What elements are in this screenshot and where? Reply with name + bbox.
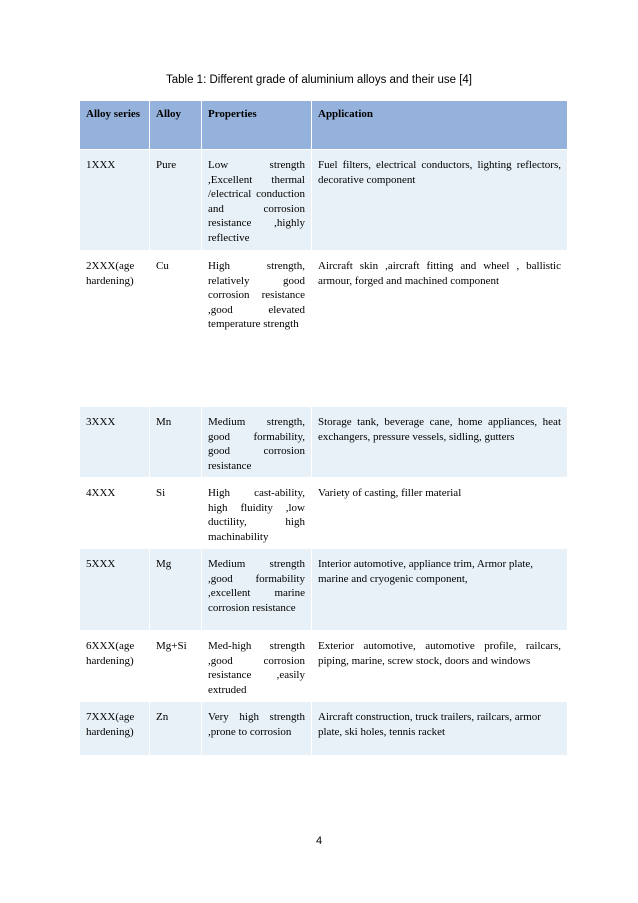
- cell-alloy: Mg+Si: [150, 631, 202, 702]
- header-alloy-series: Alloy series: [80, 101, 150, 150]
- cell-properties: Low strength ,Excellent thermal /electrical conduction and corrosion resistance ,highly reflective: [202, 150, 312, 251]
- cell-alloy: Zn: [150, 702, 202, 756]
- cell-alloy: Pure: [150, 150, 202, 251]
- header-properties: Properties: [202, 101, 312, 150]
- table-row: [80, 251, 568, 407]
- table-row: [80, 549, 568, 631]
- cell-application: Storage tank, beverage cane, home appliances, heat exchangers, pressure vessels, sidling, gutters: [312, 407, 568, 478]
- cell-series: 4XXX: [80, 478, 150, 549]
- page-number: 4: [315, 835, 323, 847]
- table-row: [80, 631, 568, 702]
- cell-series: 7XXX(age hardening): [80, 702, 150, 756]
- cell-application: Variety of casting, filler material: [312, 478, 568, 549]
- cell-alloy: Si: [150, 478, 202, 549]
- cell-application: Exterior automotive, automotive profile, railcars, piping, marine, screw stock, doors and windows: [312, 631, 568, 702]
- cell-properties: High cast-ability, high fluidity ,low ductility, high machinability: [202, 478, 312, 549]
- cell-properties: Very high strength ,prone to corrosion: [202, 702, 312, 756]
- table-row: [80, 407, 568, 478]
- cell-properties: Medium strength ,good formability ,excellent marine corrosion resistance: [202, 549, 312, 631]
- cell-properties: High strength, relatively good corrosion resistance ,good elevated temperature strength: [202, 251, 312, 407]
- cell-series: 6XXX(age hardening): [80, 631, 150, 702]
- cell-properties: Med-high strength ,good corrosion resistance ,easily extruded: [202, 631, 312, 702]
- cell-series: 3XXX: [80, 407, 150, 478]
- table-row: [80, 150, 568, 251]
- cell-series: 5XXX: [80, 549, 150, 631]
- cell-application: Fuel filters, electrical conductors, lighting reflectors, decorative component: [312, 150, 568, 251]
- cell-alloy: Cu: [150, 251, 202, 407]
- header-alloy: Alloy: [150, 101, 202, 150]
- table-caption: Table 1: Different grade of aluminium alloys and their use [4]: [166, 74, 472, 86]
- table-row: [80, 702, 568, 756]
- cell-alloy: Mg: [150, 549, 202, 631]
- table-header-row: [80, 101, 568, 150]
- cell-application: Aircraft construction, truck trailers, railcars, armor plate, ski holes, tennis racket: [312, 702, 568, 756]
- cell-application: Interior automotive, appliance trim, Armor plate, marine and cryogenic component,: [312, 549, 568, 631]
- cell-series: 2XXX(age hardening): [80, 251, 150, 407]
- table-row: [80, 478, 568, 549]
- cell-properties: Medium strength, good formability, good corrosion resistance: [202, 407, 312, 478]
- alloy-table: [79, 100, 568, 756]
- header-application: Application: [312, 101, 568, 150]
- cell-application: Aircraft skin ,aircraft fitting and wheel , ballistic armour, forged and machined component: [312, 251, 568, 407]
- cell-series: 1XXX: [80, 150, 150, 251]
- cell-alloy: Mn: [150, 407, 202, 478]
